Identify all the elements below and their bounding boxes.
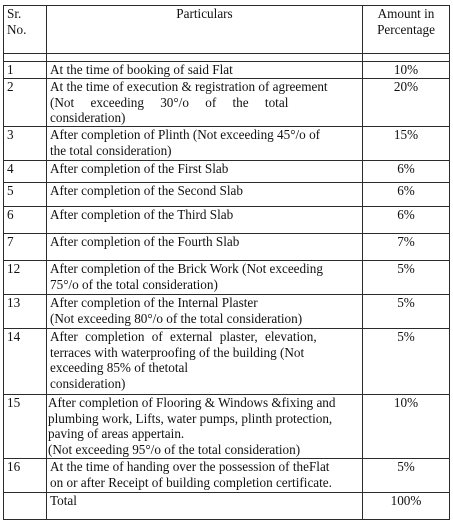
- spacer-cell: [47, 54, 363, 62]
- particulars-cell: [47, 161, 363, 183]
- particulars-line: After completion of the Third Slab: [50, 207, 234, 222]
- sr-cell: 13: [4, 295, 47, 329]
- amount-cell: 6%: [363, 161, 450, 183]
- table-row: [4, 79, 450, 127]
- particulars-line: After completion of external plaster, elevation,: [50, 329, 317, 344]
- total-row: [4, 493, 450, 520]
- sr-cell: 2: [4, 79, 47, 127]
- header-particulars: Particulars: [47, 6, 363, 54]
- particulars-line: After completion of the Second Slab: [50, 183, 244, 198]
- particulars-line: (Not exceeding 30°/o of the total: [50, 94, 289, 110]
- particulars-cell: [47, 79, 363, 127]
- particulars-line: At the time of booking of said Flat: [50, 62, 233, 77]
- particulars-line: 75°/o of the total consideration): [50, 276, 218, 292]
- particulars-line: the total consideration): [50, 142, 172, 158]
- particulars-line: consideration): [50, 375, 126, 391]
- header-spacer-row: [4, 54, 450, 62]
- amount-cell: 5%: [363, 295, 450, 329]
- particulars-cell: [47, 459, 363, 493]
- table-row: [4, 395, 450, 459]
- total-amount: 100%: [363, 493, 450, 520]
- particulars-line: At the time of handing over the possession of theFlat: [50, 459, 330, 474]
- sr-cell: 4: [4, 161, 47, 183]
- header-sr-line1: Sr.: [7, 6, 22, 21]
- amount-cell: 20%: [363, 79, 450, 127]
- sr-cell: 7: [4, 234, 47, 261]
- particulars-line: After completion of the First Slab: [50, 161, 229, 176]
- header-sr-no: [4, 6, 47, 54]
- particulars-cell: [47, 234, 363, 261]
- amount-cell: 10%: [363, 395, 450, 459]
- particulars-line: After completion of the Brick Work (Not exceeding: [50, 261, 323, 276]
- sr-cell: 15: [4, 395, 47, 459]
- amount-cell: 6%: [363, 207, 450, 234]
- particulars-line: (Not exceeding 80°/o of the total consideration): [50, 310, 303, 326]
- header-amount-line2: Percentage: [377, 21, 435, 37]
- particulars-line: After completion of Plinth (Not exceeding 45°/o of: [50, 127, 321, 142]
- sr-cell: 14: [4, 329, 47, 395]
- total-sr-cell: [4, 493, 47, 520]
- particulars-line: terraces with waterproofing of the building (Not: [50, 344, 305, 360]
- particulars-cell: [47, 183, 363, 207]
- particulars-cell: [47, 261, 363, 295]
- table-row: [4, 295, 450, 329]
- particulars-line: on or after Receipt of building completion certificate.: [50, 474, 332, 490]
- table-row: [4, 261, 450, 295]
- amount-cell: 10%: [363, 62, 450, 79]
- particulars-cell: [47, 127, 363, 161]
- table-row: [4, 62, 450, 79]
- particulars-line: plumbing work, Lifts, water pumps, plinth protection,: [48, 410, 333, 426]
- amount-cell: 5%: [363, 261, 450, 295]
- particulars-line: exceeding 85% of thetotal: [50, 360, 189, 375]
- particulars-line: (Not exceeding 95°/o of the total consideration): [48, 441, 301, 457]
- particulars-cell: [47, 207, 363, 234]
- sr-cell: 5: [4, 183, 47, 207]
- particulars-cell: [47, 395, 363, 459]
- header-row: [4, 6, 450, 54]
- spacer-cell: [363, 54, 450, 62]
- amount-cell: 5%: [363, 459, 450, 493]
- table-row: [4, 183, 450, 207]
- particulars-line: After completion of the Fourth Slab: [50, 234, 240, 249]
- sr-cell: 6: [4, 207, 47, 234]
- table-row: [4, 329, 450, 395]
- header-sr-line2: No.: [7, 21, 27, 37]
- table-row: [4, 207, 450, 234]
- header-amount-line1: Amount in: [377, 6, 435, 21]
- sr-cell: 12: [4, 261, 47, 295]
- header-amount: [363, 6, 450, 54]
- amount-cell: 15%: [363, 127, 450, 161]
- particulars-cell: [47, 295, 363, 329]
- particulars-cell: [47, 329, 363, 395]
- amount-cell: 6%: [363, 183, 450, 207]
- payment-schedule-table: [3, 5, 450, 520]
- spacer-cell: [4, 54, 47, 62]
- table-row: [4, 161, 450, 183]
- sr-cell: 1: [4, 62, 47, 79]
- particulars-line: After completion of the Internal Plaster: [50, 295, 258, 310]
- table-row: [4, 234, 450, 261]
- table-row: [4, 127, 450, 161]
- particulars-line: consideration): [50, 110, 126, 125]
- amount-cell: 5%: [363, 329, 450, 395]
- table-row: [4, 459, 450, 493]
- particulars-line: After completion of Flooring & Windows &fixing and: [48, 395, 336, 410]
- particulars-line: At the time of execution & registration of agreement: [50, 79, 328, 94]
- particulars-cell: [47, 62, 363, 79]
- amount-cell: 7%: [363, 234, 450, 261]
- sr-cell: 3: [4, 127, 47, 161]
- sr-cell: 16: [4, 459, 47, 493]
- total-label: Total: [47, 493, 363, 520]
- particulars-line: paving of areas appertain.: [48, 426, 185, 441]
